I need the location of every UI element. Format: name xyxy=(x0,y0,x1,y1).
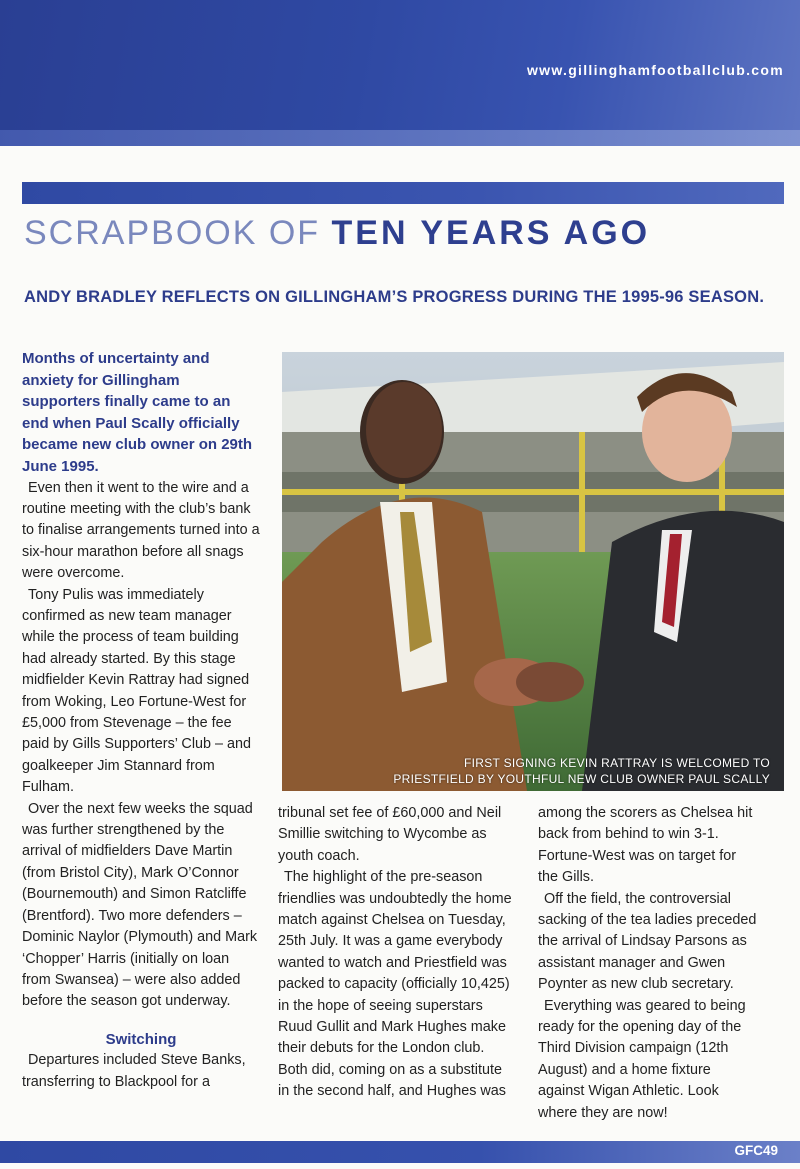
footer-bar xyxy=(0,1141,800,1163)
top-banner xyxy=(0,0,800,146)
page-number: GFC49 xyxy=(734,1143,778,1158)
title-bar xyxy=(22,182,784,204)
body-paragraph: Everything was geared to being ready for the opening day of the Third Division campaign (12th August) and a home fixture against Wigan Athletic. Look where they are now! xyxy=(538,997,746,1121)
body-paragraph: Even then it went to the wire and a routine meeting with the club’s bank to finalise arrangements turned into a six-hour marathon before all snags were overcome. xyxy=(22,479,260,582)
title-bold: TEN YEARS AGO xyxy=(331,214,651,252)
banner-stripe xyxy=(0,130,800,146)
column-3 xyxy=(538,803,760,1124)
photo-illustration xyxy=(282,352,784,791)
body-paragraph: Departures included Steve Banks, transferring to Blackpool for a xyxy=(22,1052,246,1090)
club-website-url[interactable]: www.gillinghamfootballclub.com xyxy=(526,62,784,78)
page-title xyxy=(24,214,650,253)
body-paragraph: Off the field, the controversial sacking of the tea ladies preceded the arrival of Lindsay Parsons as assistant manager and Gwen Poynter as new club secretary. xyxy=(538,890,757,993)
subheading: Switching xyxy=(105,1030,177,1048)
caption-line-1: FIRST SIGNING KEVIN RATTRAY IS WELCOMED TO xyxy=(464,756,770,770)
body-paragraph: tribunal set fee of £60,000 and Neil Smillie switching to Wycombe as youth coach. xyxy=(278,805,502,864)
photo-caption xyxy=(393,755,770,787)
column-2 xyxy=(278,803,516,1103)
photo-handshake xyxy=(282,352,784,791)
standfirst: ANDY BRADLEY REFLECTS ON GILLINGHAM’S PROGRESS DURING THE 1995-96 SEASON. xyxy=(24,288,765,306)
body-paragraph: Tony Pulis was immediately confirmed as new team manager while the process of team building had already started. By this stage midfielder Kevin Rattray had signed from Woking, Leo Fortune-West for £5,000 from Stevenage – the fee paid by Gills Supporters’ Club – and goalkeeper Jim Stannard from Fulham. xyxy=(22,586,252,796)
intro-paragraph: Months of uncertainty and anxiety for Gillingham supporters finally came to an end when Paul Scally officially became new club owner on 29th June 1995. xyxy=(22,350,253,475)
body-paragraph: among the scorers as Chelsea hit back from behind to win 3-1. Fortune-West was on target for the Gills. xyxy=(538,805,753,886)
body-paragraph: The highlight of the pre-season friendlies was undoubtedly the home match against Chelsea on Tuesday, 25th July. It was a game everybody wanted to watch and Priestfield was packed to capacity (officially 10,425) in the hope of seeing superstars Ruud Gullit and Mark Hughes make their debuts for the London club. Both did, coming on as a substitute in the second half, and Hughes was xyxy=(278,869,512,1100)
body-paragraph: Over the next few weeks the squad was further strengthened by the arrival of midfielders Dave Martin (from Bristol City), Mark O’Connor (Bournemouth) and Simon Ratcliffe (Brentford). Two more defenders – Dominic Naylor (Plymouth) and Mark ‘Chopper’ Harris (initially on loan from Swansea) – were also added before the season got underway. xyxy=(22,800,258,1010)
column-1 xyxy=(22,348,260,1093)
title-light: SCRAPBOOK OF xyxy=(24,214,321,252)
caption-line-2: PRIESTFIELD BY YOUTHFUL NEW CLUB OWNER PAUL SCALLY xyxy=(393,772,770,786)
